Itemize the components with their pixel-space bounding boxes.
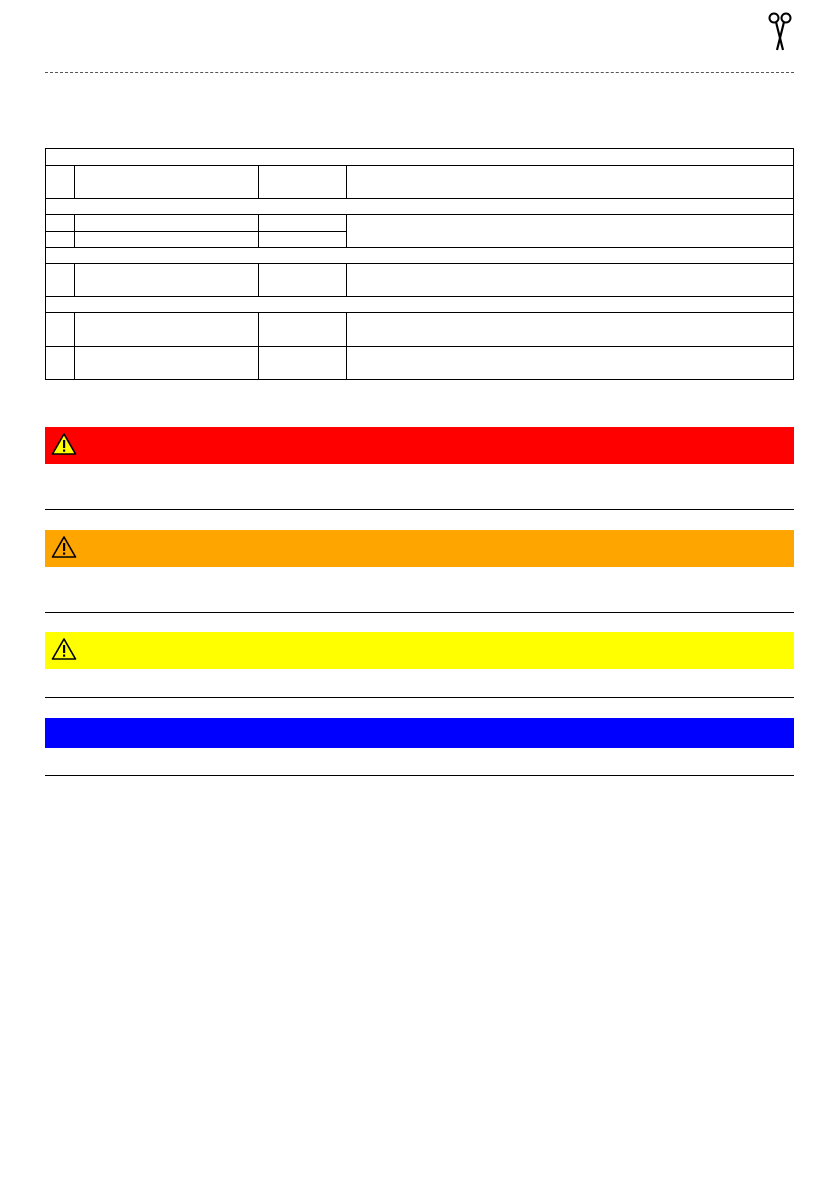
table-row xyxy=(46,313,794,347)
cell-value xyxy=(259,313,347,347)
cell-name xyxy=(75,264,259,297)
section-header xyxy=(46,199,794,215)
notice-rule xyxy=(45,775,794,776)
danger-rule xyxy=(45,509,794,510)
cell-desc xyxy=(347,166,794,199)
notice-banner xyxy=(45,718,794,748)
warning-banner xyxy=(45,530,794,567)
caution-rule xyxy=(45,697,794,698)
cell-desc xyxy=(347,264,794,297)
warning-triangle-icon xyxy=(51,535,77,559)
cell-desc xyxy=(347,215,794,248)
table-row xyxy=(46,347,794,380)
table-row xyxy=(46,166,794,199)
cell-num xyxy=(46,313,75,347)
cell-value xyxy=(259,264,347,297)
cell-desc xyxy=(347,313,794,347)
warning-rule xyxy=(45,612,794,613)
caution-banner xyxy=(45,632,794,669)
cell-name xyxy=(75,347,259,380)
cell-num xyxy=(46,347,75,380)
warning-triangle-icon xyxy=(51,432,77,456)
cell-desc xyxy=(347,347,794,380)
cell-num xyxy=(46,264,75,297)
cell-num xyxy=(46,166,75,199)
cut-line xyxy=(45,72,794,73)
cell-num xyxy=(46,215,75,232)
cell-name xyxy=(75,166,259,199)
spec-table xyxy=(45,148,794,380)
section-header xyxy=(46,149,794,166)
cell-value xyxy=(259,347,347,380)
cell-name xyxy=(75,313,259,347)
section-header xyxy=(46,297,794,313)
warning-triangle-icon xyxy=(51,637,77,661)
danger-banner xyxy=(45,427,794,464)
cell-name xyxy=(75,215,259,232)
section-header xyxy=(46,248,794,264)
scissors-icon xyxy=(768,12,792,52)
cell-value xyxy=(259,232,347,248)
cell-num xyxy=(46,232,75,248)
cell-name xyxy=(75,232,259,248)
table-row xyxy=(46,215,794,232)
cell-value xyxy=(259,215,347,232)
cell-value xyxy=(259,166,347,199)
table-row xyxy=(46,264,794,297)
